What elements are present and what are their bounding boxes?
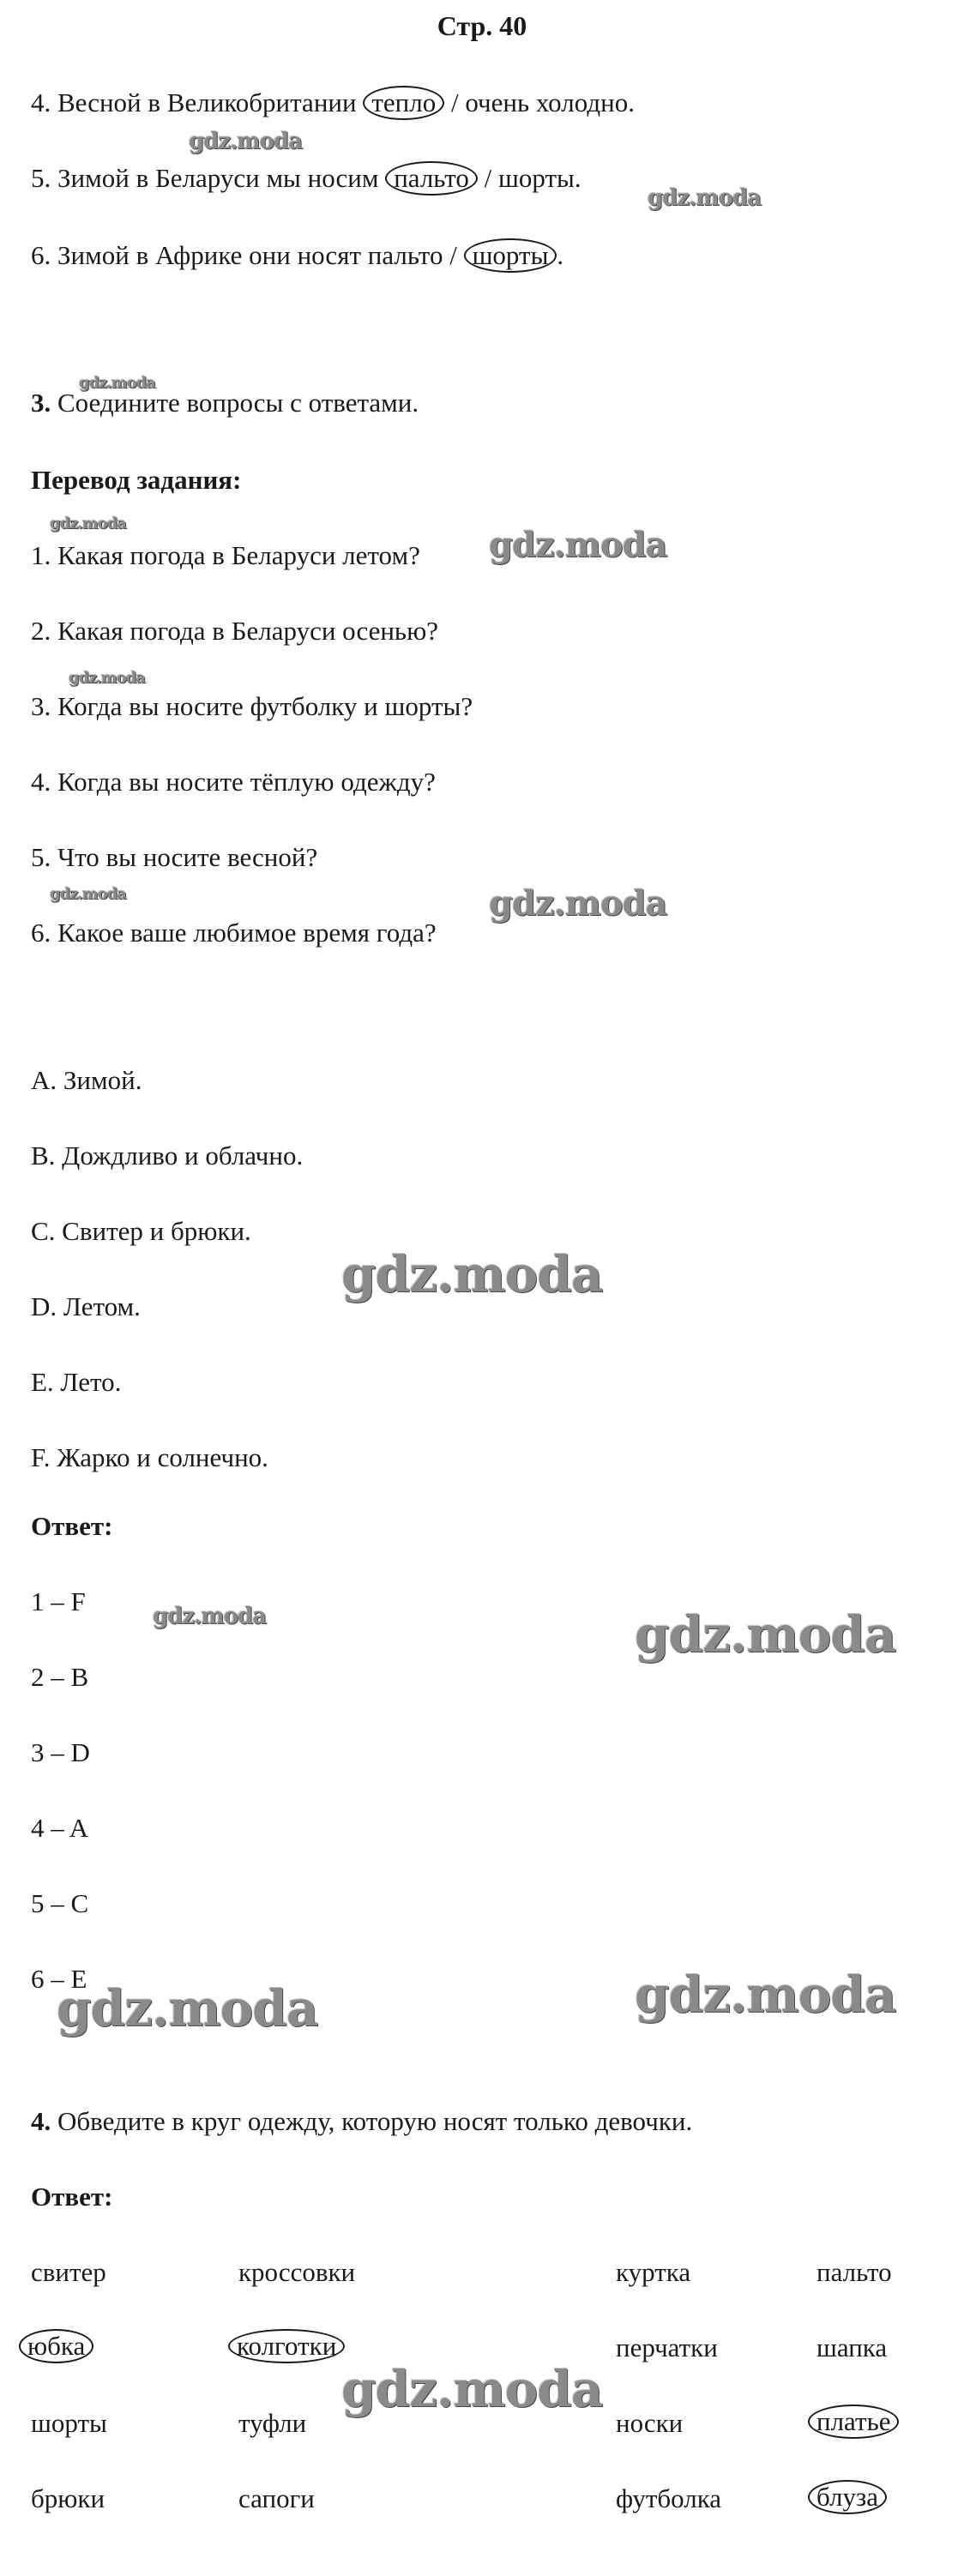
sentence-number: 5. [31, 163, 51, 193]
clothing-word-circled: блуза [808, 2480, 887, 2514]
circled-word: пальто [385, 161, 478, 196]
task-number: 3. [31, 388, 51, 418]
clothing-word: кроссовки [238, 2257, 356, 2287]
answer-option: B. Дождливо и облачно. [31, 1141, 304, 1171]
watermark: gdz.moda [489, 525, 667, 565]
sentence-text: / очень холодно. [444, 87, 635, 117]
sentence-number: 4. [31, 87, 51, 117]
clothing-word: носки [616, 2408, 684, 2438]
question-item: 6. Какое ваше любимое время года? [31, 918, 437, 948]
answer-option: C. Свитер и брюки. [31, 1216, 251, 1246]
task4-instruction [31, 2104, 692, 2139]
question-item: 2. Какая погода в Беларуси осенью? [31, 616, 438, 646]
sentence-6 [31, 238, 563, 273]
match-item: 3 – D [31, 1737, 90, 1767]
answer-option: D. Летом. [31, 1291, 141, 1321]
task-text: Обведите в круг одежду, которую носят только девочки. [57, 2106, 693, 2136]
watermark: gdz.moda [341, 2360, 603, 2418]
match-item: 2 – B [31, 1662, 89, 1692]
question-item: 3. Когда вы носите футболку и шорты? [31, 691, 473, 721]
clothing-word: брюки [31, 2483, 105, 2513]
match-item: 5 – C [31, 1888, 89, 1918]
circled-word: тепло [363, 86, 444, 120]
sentence-number: 6. [31, 240, 51, 270]
answer-heading: Ответ: [31, 2182, 113, 2212]
watermark: gdz.moda [635, 1965, 896, 2024]
watermark: gdz.moda [635, 1605, 896, 1664]
answer-option: F. Жарко и солнечно. [31, 1442, 268, 1472]
watermark: gdz.moda [341, 1245, 603, 1303]
clothing-word: свитер [31, 2257, 106, 2287]
watermark: gdz.moda [648, 185, 762, 211]
sentence-text: / шорты. [477, 163, 581, 193]
clothing-word-circled: юбка [19, 2329, 93, 2363]
watermark: gdz.moda [153, 1604, 267, 1629]
match-item: 6 – E [31, 1964, 87, 1994]
sentence-text: Зимой в Беларуси мы носим [57, 163, 386, 193]
watermark: gdz.moda [189, 129, 303, 154]
sentence-text: . [557, 240, 564, 270]
clothing-word: сапоги [238, 2483, 315, 2513]
clothing-word: футболка [616, 2483, 722, 2513]
question-item: 1. Какая погода в Беларуси летом? [31, 540, 420, 570]
circled-word: шорты [464, 238, 557, 273]
translation-heading: Перевод задания: [31, 465, 242, 495]
watermark: gdz.moda [50, 885, 126, 903]
match-item: 4 – A [31, 1813, 89, 1843]
clothing-word: туфли [238, 2408, 307, 2438]
answer-option: A. Зимой. [31, 1065, 142, 1095]
sentence-5 [31, 161, 581, 196]
clothing-word: шорты [31, 2408, 107, 2438]
watermark: gdz.moda [50, 515, 126, 533]
question-item: 4. Когда вы носите тёплую одежду? [31, 767, 436, 797]
watermark: gdz.moda [79, 374, 155, 392]
sentence-4 [31, 86, 635, 120]
clothing-word-circled: колготки [228, 2329, 345, 2363]
question-item: 5. Что вы носите весной? [31, 842, 318, 872]
watermark: gdz.moda [57, 1979, 318, 2037]
clothing-word: шапка [816, 2332, 888, 2362]
answer-option: E. Лето. [31, 1367, 122, 1397]
clothing-word: пальто [816, 2257, 892, 2287]
sentence-text: Весной в Великобритании [57, 87, 364, 117]
sentence-text: Зимой в Африке они носят пальто / [57, 240, 464, 270]
clothing-word-circled: платье [808, 2404, 899, 2439]
page-title: Стр. 40 [437, 10, 527, 41]
watermark: gdz.moda [489, 883, 667, 924]
answer-heading: Ответ: [31, 1511, 113, 1541]
clothing-word: перчатки [616, 2332, 718, 2362]
match-item: 1 – F [31, 1586, 86, 1616]
task-text: Соедините вопросы с ответами. [57, 388, 419, 418]
watermark: gdz.moda [69, 669, 145, 687]
task-number: 4. [31, 2106, 51, 2136]
clothing-word: куртка [616, 2257, 691, 2287]
